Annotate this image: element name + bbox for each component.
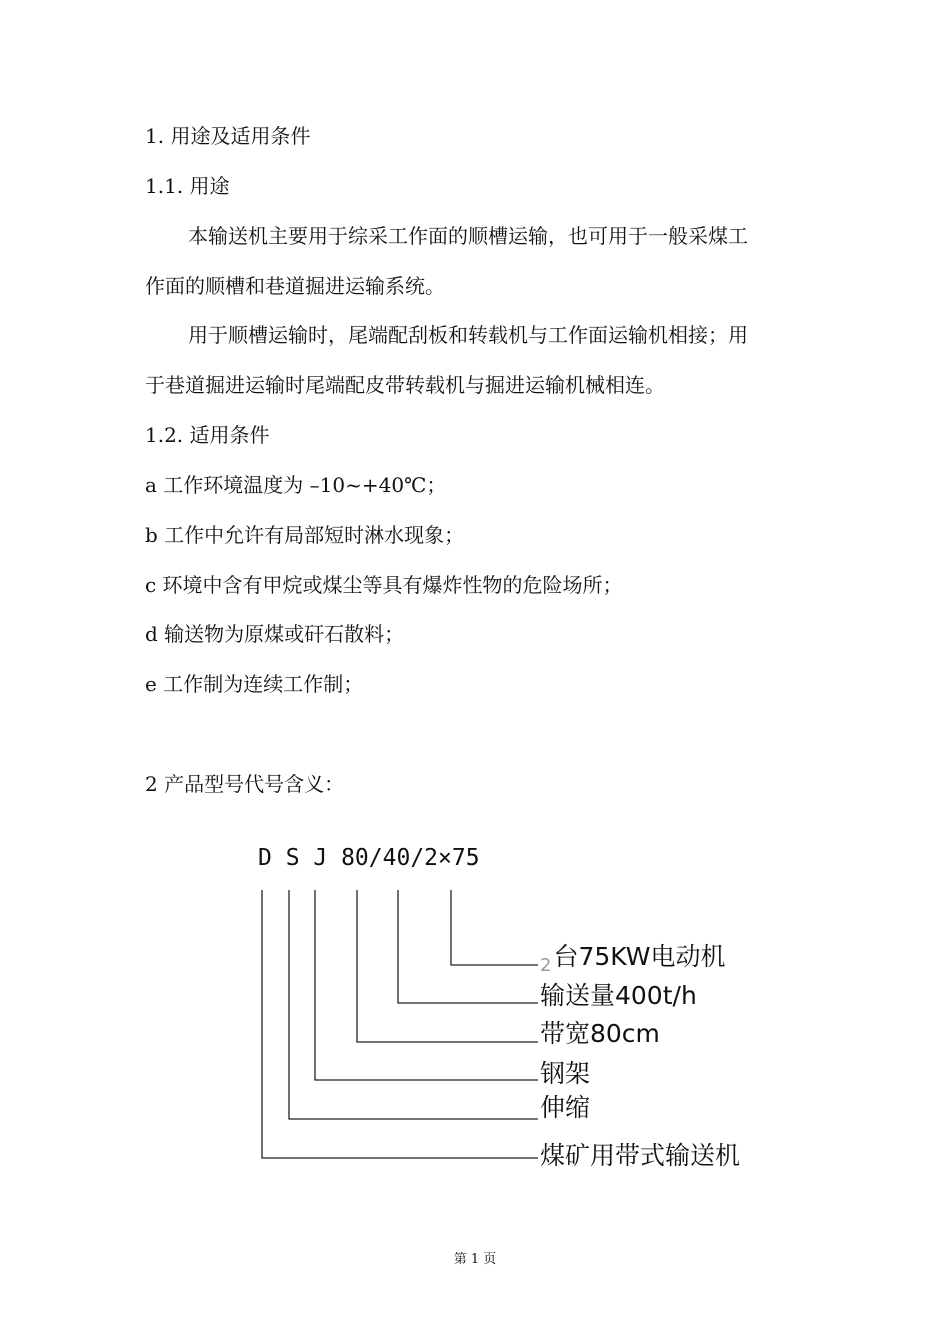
connector-capacity (398, 890, 538, 1003)
section-1-heading: 1. 用途及适用条件 (145, 124, 311, 148)
connector-s (289, 890, 538, 1119)
motor-label-row (540, 942, 726, 981)
condition-a: a 工作环境温度为 –10~+40℃； (145, 473, 447, 497)
paragraph-1-line-2: 作面的顺槽和巷道掘进运输系统。 (145, 274, 445, 298)
steel-frame-label: 钢架 (540, 1059, 591, 1088)
condition-e: e 工作制为连续工作制； (145, 672, 364, 696)
section-1-2-heading: 1.2. 适用条件 (145, 423, 270, 447)
motor-label: 台75KW电动机 (553, 942, 726, 971)
capacity-label: 输送量400t/h (540, 981, 697, 1010)
connector-d (262, 890, 538, 1158)
condition-b: b 工作中允许有局部短时淋水现象； (145, 523, 465, 547)
section-1-1-heading: 1.1. 用途 (145, 174, 230, 198)
condition-c: c 环境中含有甲烷或煤尘等具有爆炸性物的危险场所； (145, 573, 623, 597)
connector-width (357, 890, 538, 1042)
conveyor-type-label: 煤矿用带式输送机 (540, 1141, 741, 1170)
model-code: D S J 80/40/2×75 (258, 845, 480, 871)
motor-count: 2 (540, 955, 552, 976)
belt-width-label: 带宽80cm (540, 1019, 660, 1048)
condition-d: d 输送物为原煤或矸石散料； (145, 622, 405, 646)
connector-motor (451, 890, 538, 965)
paragraph-2-line-1: 用于顺槽运输时，尾端配刮板和转载机与工作面运输机相接；用 (188, 323, 748, 347)
telescopic-label: 伸缩 (540, 1093, 591, 1122)
section-2-heading: 2 产品型号代号含义： (145, 772, 345, 796)
paragraph-2-line-2: 于巷道掘进运输时尾端配皮带转载机与掘进运输机械相连。 (145, 373, 665, 397)
page-number: 第 1 页 (453, 1252, 497, 1267)
connector-j (315, 890, 538, 1080)
paragraph-1-line-1: 本输送机主要用于综采工作面的顺槽运输，也可用于一般采煤工 (188, 224, 748, 248)
